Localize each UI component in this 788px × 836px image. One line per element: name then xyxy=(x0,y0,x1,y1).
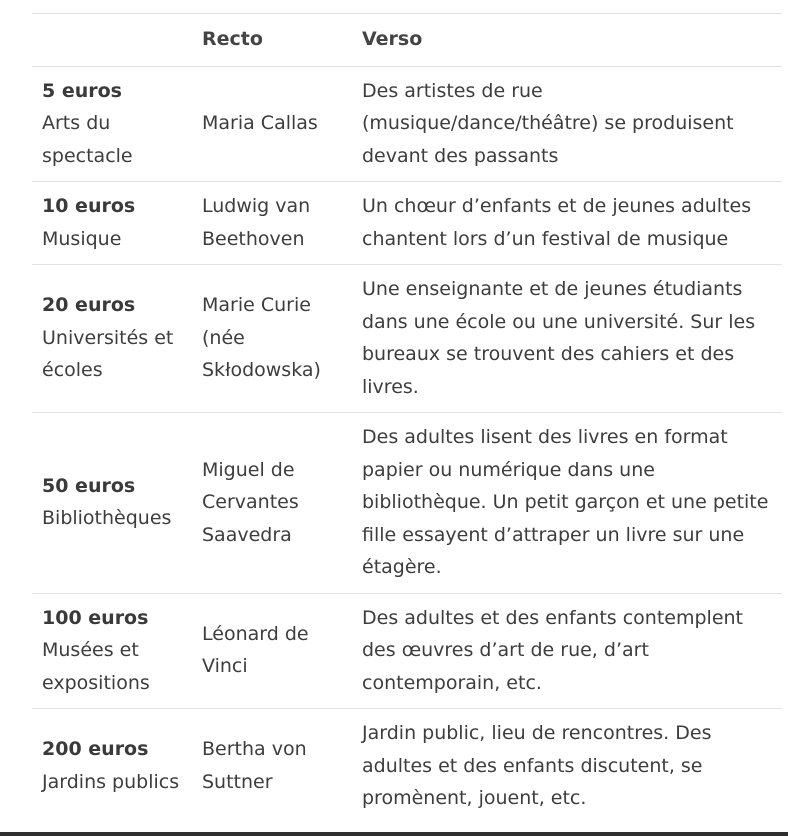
table-row xyxy=(32,413,782,594)
recto-cell: Léonard de Vinci xyxy=(192,593,352,709)
header-recto: Recto xyxy=(192,14,352,67)
banknote-table xyxy=(32,13,782,824)
amount-label: 10 euros xyxy=(42,195,136,217)
verso-cell: Jardin public, lieu de rencontres. Des adultes et des enfants discutent, se promènent, jouent, etc. xyxy=(352,709,782,824)
amount-label: 100 euros xyxy=(42,606,149,629)
denomination-cell xyxy=(32,413,192,594)
recto-cell: Marie Curie (née Skłodowska) xyxy=(192,265,352,413)
denomination-cell xyxy=(32,66,192,182)
verso-cell: Des adultes lisent des livres en format papier ou numérique dans une bibliothèque. Un petit garçon et une petite fille essayent d’attraper un livre sur une étagère. xyxy=(352,413,782,594)
theme-label: Jardins publics xyxy=(42,770,180,793)
verso-cell: Des adultes et des enfants contemplent des œuvres d’art de rue, d’art contemporain, etc. xyxy=(352,593,782,709)
table-row xyxy=(32,265,782,413)
bottom-divider xyxy=(0,832,788,836)
recto-cell: Miguel de Cervantes Saavedra xyxy=(192,413,352,594)
recto-cell: Ludwig van Beethoven xyxy=(192,182,352,265)
header-empty xyxy=(32,14,192,67)
header-verso: Verso xyxy=(352,14,782,67)
denomination-cell xyxy=(32,182,192,265)
denomination-cell xyxy=(32,265,192,413)
amount-label: 20 euros xyxy=(42,294,136,317)
table-row xyxy=(32,182,782,265)
banknote-table-container xyxy=(32,13,782,824)
theme-label: Bibliothèques xyxy=(42,507,172,530)
theme-label: Arts du spectacle xyxy=(42,112,133,167)
table-row xyxy=(32,709,782,824)
amount-label: 50 euros xyxy=(42,474,136,497)
verso-cell: Un chœur d’enfants et de jeunes adultes chantent lors d’un festival de musique xyxy=(352,182,782,265)
table-row xyxy=(32,66,782,182)
verso-cell: Une enseignante et de jeunes étudiants dans une école ou une université. Sur les bureaux se trouvent des cahiers et des livres. xyxy=(352,265,782,413)
table-row xyxy=(32,593,782,709)
theme-label: Universités et écoles xyxy=(42,326,174,382)
denomination-cell xyxy=(32,709,192,824)
amount-label: 5 euros xyxy=(42,79,122,102)
table-header-row xyxy=(32,14,782,67)
theme-label: Musique xyxy=(42,227,122,250)
recto-cell: Maria Callas xyxy=(192,66,352,182)
denomination-cell xyxy=(32,593,192,709)
theme-label: Musées et expositions xyxy=(42,639,150,694)
verso-cell: Des artistes de rue (musique/dance/théâtre) se produisent devant des passants xyxy=(352,66,782,182)
amount-label: 200 euros xyxy=(42,738,149,761)
recto-cell: Bertha von Suttner xyxy=(192,709,352,824)
